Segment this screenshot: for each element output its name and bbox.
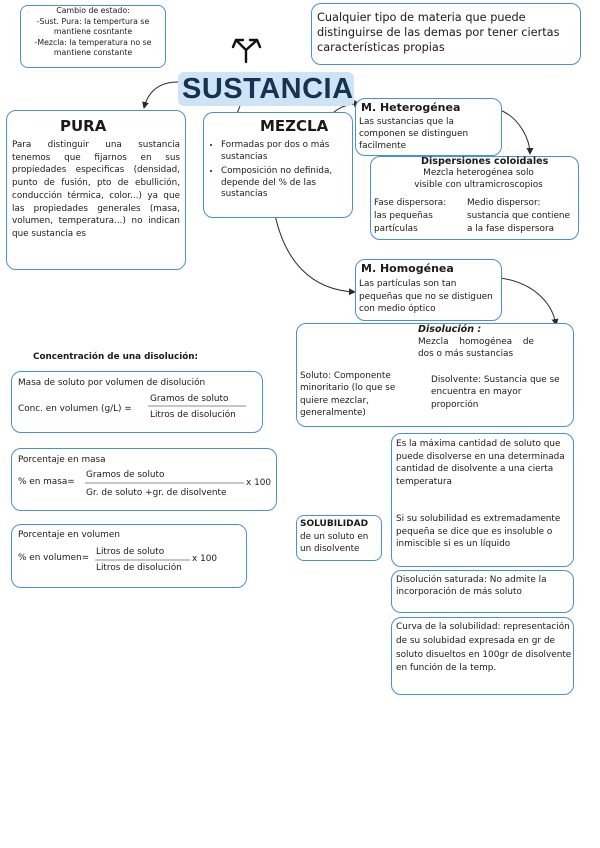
conc-volumen-den: Litros de disolución (150, 410, 236, 420)
coloides-fase: Fase dispersora: las pequeñas partículas (374, 198, 447, 234)
estado-line4: -Mezcla: la temperatura no se (34, 37, 152, 47)
porcentaje-masa-label: % en masa= (18, 477, 75, 487)
page-title: SUSTANCIA (182, 73, 354, 105)
conc-volumen-num: Gramos de soluto (150, 394, 229, 404)
solubilidad-sub: de un soluto en un disolvente (300, 532, 369, 554)
curva-text: Curva de la solubilidad: representación de su solubidad expresada en gr de soluto disueltos en 100gr de disolvente en función de la temp. (396, 622, 572, 674)
porcentaje-volumen-factor: x 100 (192, 554, 218, 564)
porcentaje-masa-den: Gr. de soluto +gr. de disolvente (86, 488, 227, 498)
porcentaje-volumen-den: Litros de disolución (96, 563, 182, 573)
heterogenea-heading: M. Heterogénea (361, 101, 461, 114)
solubilidad-def1: Es la máxima cantidad de soluto que puede disolverse en una determinada cantidad de disolvente a una cierta temperatura (396, 439, 565, 487)
coloides-heading: Dispersiones coloidales (421, 156, 549, 167)
homogenea-text: Las partículas son tan pequeñas que no se distiguen con medio óptico (359, 279, 493, 315)
estado-line1: Cambio de estado: (56, 6, 130, 15)
disolucion-desc: Mezcla homogénea de dos o más sustancias (418, 337, 534, 359)
porcentaje-volumen-title: Porcentaje en volumen (18, 530, 120, 540)
pura-text: Para distinguir una sustancia tenemos que fijarnos en sus propiedades especificas (densidad, punto de fusión, pto de ebullición, conducción térmica, color...) ya que las propiedades generales (masa, volumen, temperatura...) no indican que sustancia es (12, 140, 180, 239)
disolucion-heading: Disolución : (418, 324, 482, 335)
porcentaje-masa-title: Porcentaje en masa (18, 455, 106, 465)
estado-line3: mantiene cosntante (53, 27, 133, 37)
coloides-desc: Mezcla heterogénea solo visible con ultramicroscopios (414, 168, 543, 190)
porcentaje-volumen-label: % en volumen= (18, 553, 90, 563)
solubilidad-heading: SOLUBILIDAD (300, 519, 369, 529)
conc-volumen-title: Masa de soluto por volumen de disolución (18, 378, 206, 388)
porcentaje-masa-factor: x 100 (246, 478, 272, 488)
pura-heading: PURA (60, 117, 107, 135)
mezcla-item-1: • Formadas por dos o más sustancias (221, 140, 350, 163)
porcentaje-volumen-num: Litros de soluto (96, 547, 165, 557)
estado-line2: -Sust. Pura: la tempertura se (36, 16, 150, 26)
conc-volumen-label: Conc. en volumen (g/L) = (18, 404, 132, 414)
porcentaje-masa-num: Gramos de soluto (86, 470, 165, 480)
homogenea-heading: M. Homogénea (361, 262, 454, 275)
definicion-text: Cualquier tipo de materia que puede distinguirse de las demas por tener ciertas características propias (317, 11, 560, 54)
mezcla-item-2: • Composición no definida, depende del % de las sustancias (221, 166, 350, 201)
coloides-medio: Medio dispersor: sustancia que contiene a la fase dispersora (467, 198, 570, 234)
mezcla-heading: MEZCLA (260, 117, 329, 135)
disolucion-soluto: Soluto: Componente minoritario (lo que se quiere mezclar, generalmente) (300, 371, 396, 419)
concentracion-heading: Concentración de una disolución: (33, 352, 199, 362)
disolucion-disolvente: Disolvente: Sustancia que se encuentra en mayor proporción (431, 375, 560, 410)
solubilidad-def2: Si su solubilidad es extremadamente pequeña se dice que es insoluble o inmiscible si es un líquido (396, 514, 561, 550)
saturada-text: Disolución saturada: No admite la incorporación de más soluto (396, 575, 547, 598)
heterogenea-text: Las sustancias que la componen se distinguen facilmente (359, 117, 469, 151)
estado-line5: mantiene constante (53, 48, 133, 58)
